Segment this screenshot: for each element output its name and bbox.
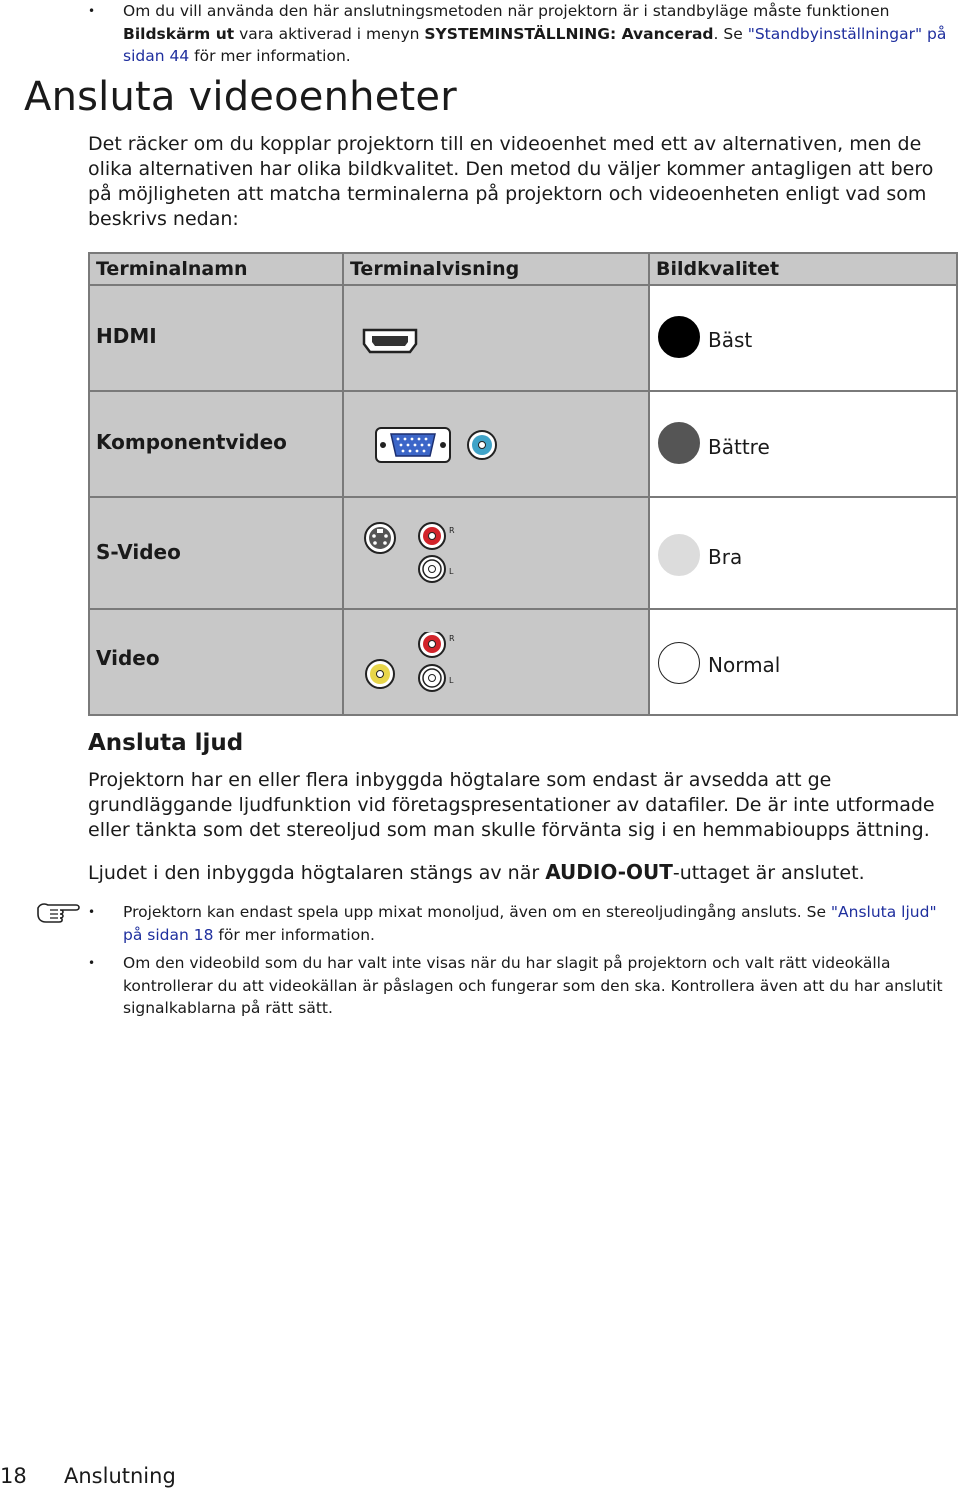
quality-circle-icon [658,316,700,358]
bullet-text: Om du vill använda den här anslutningsmetoden när projektorn är i standbyläge måste funktionen [123,2,890,20]
pointing-hand-icon [36,900,84,926]
note-text: för mer information. [213,925,375,944]
bullet-text: . Se [713,24,748,43]
table-row [89,285,957,391]
bullet-dot: • [88,905,96,919]
hdmi-icon [360,326,420,356]
header-cell: Bildkvalitet [649,253,957,285]
audio-l-label: L [449,676,454,685]
audio-out-text: -uttaget är anslutet. [672,862,865,884]
audio-heading: Ansluta ljud [88,730,244,756]
bullet-text: för mer information. [189,47,351,65]
audio-out-text: Ljudet i den inbyggda högtalaren stängs av när [88,862,546,884]
table-header-row [89,253,957,285]
audio-out-paragraph [88,860,958,886]
svideo-port-icon [362,522,482,592]
header-cell: Terminalnamn [89,253,343,285]
video-port-icons [343,609,649,715]
note-item [88,952,954,1020]
bullet-bold-text: SYSTEMINSTÄLLNING: Avancerad [424,24,714,43]
audio-paragraph: Projektorn har en eller flera inbyggda högtalare som endast är avsedda att ge grundläggande ljudfunktion vid företagspresentationer av datafiler. De är inte utformade eller tänkta som det stereoljud som man skulle förvänta sig i en hemmabioupps ättning. [88,769,935,841]
terminal-table [88,252,958,716]
page-number: 18 [0,1464,27,1488]
connect-audio-link[interactable]: "Ansluta ljud" på sidan 18 [123,903,937,944]
terminal-name: Video [89,609,343,715]
hdmi-port-icon [343,285,649,391]
table-row [89,609,957,715]
audio-out-bold: AUDIO-OUT [545,860,673,884]
top-bullet [88,0,954,68]
terminal-name: Komponentvideo [89,391,343,497]
quality-cell [649,609,957,715]
section-heading: Ansluta videoenheter [24,74,457,120]
intro-paragraph: Det räcker om du kopplar projektorn till en videoenhet med ett av alternativen, men de olika alternativen har olika bildkvalitet. Den metod du väljer kommer antagligen att bero på möjligheten att matcha terminalerna på projektorn och videoenheten enligt vad som beskrivs nedan: [88,133,934,230]
header-cell: Terminalvisning [343,253,649,285]
quality-circle-icon [658,534,700,576]
quality-label: Normal [708,653,781,677]
note-text: Projektorn kan endast spela upp mixat monoljud, även om en stereoljudingång ansluts. Se [123,903,831,921]
note-item [88,901,954,946]
note-text: Om den videobild som du har valt inte visas när du har slagit på projektorn och valt rätt videokälla kontrollerar du att videokällan är påslagen och fungerar som den ska. Kontrollera även att du har anslutit signalkablarna på rätt sätt. [123,954,943,1017]
quality-label: Bäst [708,328,753,352]
quality-cell [649,285,957,391]
vga-port-icon [374,422,514,472]
terminal-name: HDMI [89,285,343,391]
table-row [89,391,957,497]
quality-cell [649,497,957,609]
standby-settings-link[interactable]: "Standbyinställningar" på sidan 44 [123,24,947,65]
composite-port-icon [362,632,482,702]
bullet-dot: • [88,956,96,970]
table-row [89,497,957,609]
quality-circle-icon [658,642,700,684]
bullet-text: vara aktiverad i menyn [234,24,425,43]
quality-cell [649,391,957,497]
bullet-bold-text: Bildskärm ut [123,24,235,43]
audio-l-label: L [449,567,454,576]
terminal-name: S-Video [89,497,343,609]
footer-section: Anslutning [64,1464,176,1488]
component-port-icons [343,391,649,497]
audio-r-label: R [449,526,455,535]
quality-label: Bra [708,545,743,569]
quality-circle-icon [658,422,700,464]
audio-r-label: R [449,634,455,643]
svideo-port-icons [343,497,649,609]
bullet-dot: • [88,4,96,18]
quality-label: Bättre [708,435,770,459]
